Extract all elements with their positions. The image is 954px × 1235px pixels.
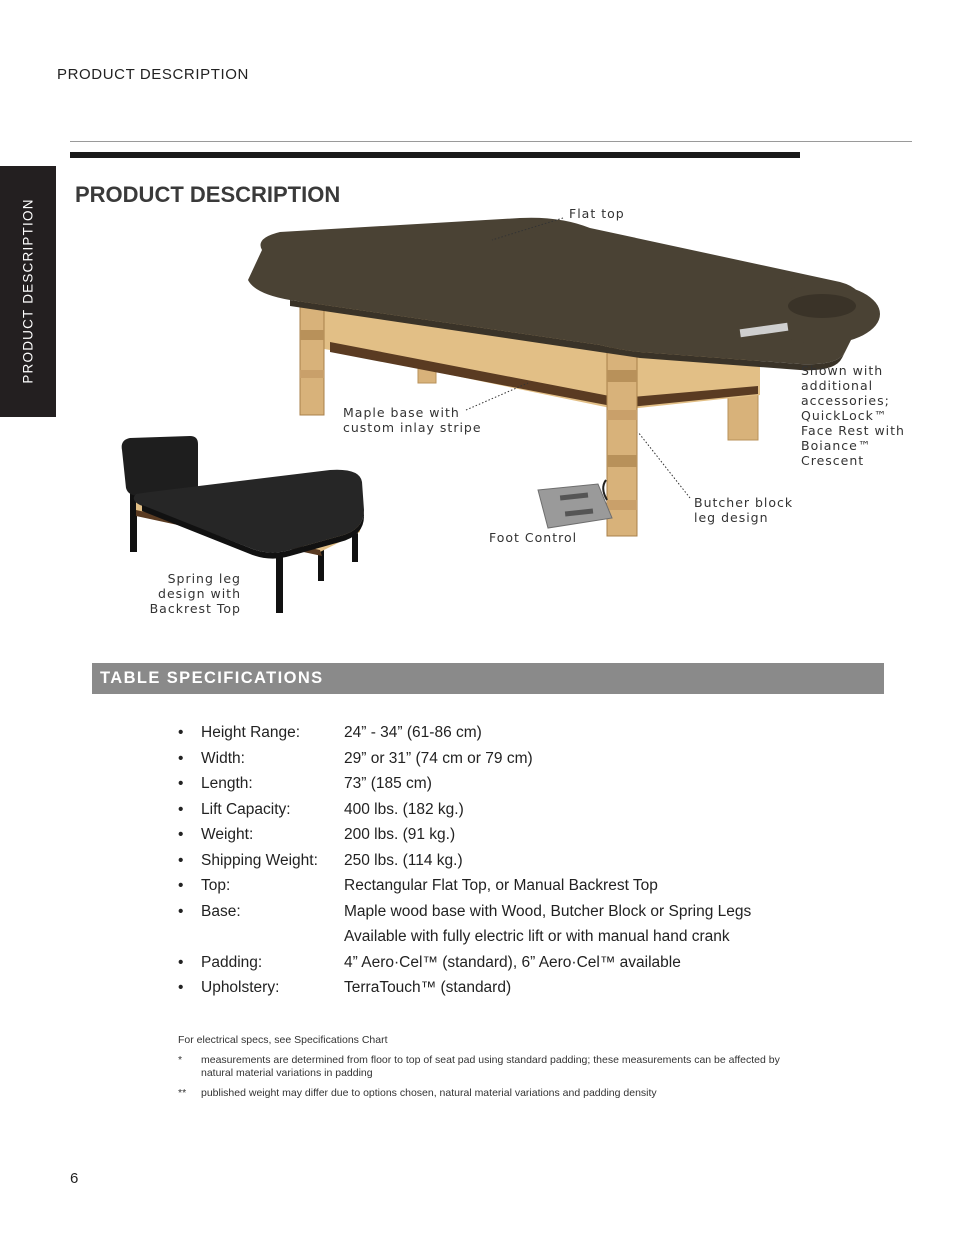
electrical-note: For electrical specs, see Specifications Chart	[178, 1034, 388, 1046]
spec-value: Rectangular Flat Top, or Manual Backrest Top	[344, 877, 658, 894]
spec-bullet: •	[178, 724, 184, 741]
spec-bullet: •	[178, 749, 184, 767]
spec-row	[178, 824, 751, 850]
running-header: PRODUCT DESCRIPTION	[57, 66, 249, 83]
spec-label: Height Range:	[201, 724, 301, 741]
spec-bullet: •	[178, 902, 184, 920]
spec-bullet: •	[178, 826, 184, 843]
spec-row	[178, 977, 751, 1003]
spec-value: 4” Aero·Cel™ (standard), 6” Aero·Cel™ available	[344, 953, 681, 971]
specifications-heading-bar	[92, 663, 884, 694]
spec-bullet: •	[178, 800, 184, 818]
spec-row	[178, 799, 751, 825]
spec-row	[178, 850, 751, 876]
spec-bullet: •	[178, 979, 184, 996]
spec-row	[178, 773, 751, 799]
spec-row	[178, 875, 751, 901]
spec-row	[178, 748, 751, 774]
footnote-text: measurements are determined from floor to top of seat pad using standard padding; these measurements can be affected by natural material variations in padding	[201, 1054, 780, 1079]
callout-spring-leg: Spring leg design with Backrest Top	[149, 571, 241, 616]
spec-label: Upholstery:	[201, 979, 280, 996]
callout-flat-top: Flat top	[569, 206, 625, 221]
spec-value: 24” - 34” (61-86 cm)	[344, 724, 482, 741]
spec-label: Base:	[201, 902, 241, 920]
spec-value: TerraTouch™ (standard)	[344, 979, 512, 996]
footnote-mark: **	[178, 1087, 187, 1099]
spec-bullet: •	[178, 851, 184, 869]
footnotes	[178, 1054, 808, 1107]
spec-label: Shipping Weight:	[201, 851, 318, 869]
spec-label: Width:	[201, 749, 245, 767]
footnote	[178, 1054, 808, 1080]
footnote-mark: *	[178, 1054, 183, 1066]
spec-label: Length:	[201, 775, 253, 792]
callout-butcher-block: Butcher block leg design	[694, 495, 794, 525]
spec-value: 73” (185 cm)	[344, 775, 432, 792]
footnote-text: published weight may differ due to options chosen, natural material variations and padding density	[201, 1087, 657, 1099]
spec-value: 400 lbs. (182 kg.)	[344, 800, 464, 818]
spec-bullet: •	[178, 953, 184, 971]
spec-value: 250 lbs. (114 kg.)	[344, 851, 463, 869]
page-title: PRODUCT DESCRIPTION	[75, 182, 341, 207]
page-number: 6	[70, 1170, 79, 1187]
spec-value: Available with fully electric lift or with manual hand crank	[344, 928, 730, 945]
spec-row	[178, 926, 751, 952]
spec-label: Lift Capacity:	[201, 800, 291, 818]
spec-value: 29” or 31” (74 cm or 79 cm)	[344, 749, 533, 767]
spec-bullet: •	[178, 877, 184, 894]
callout-maple-base: Maple base with custom inlay stripe	[343, 405, 482, 435]
specifications-heading: TABLE SPECIFICATIONS	[100, 669, 324, 687]
spec-value: Maple wood base with Wood, Butcher Block or Spring Legs	[344, 902, 752, 920]
spec-bullet: •	[178, 775, 184, 792]
callout-foot-control: Foot Control	[489, 530, 578, 545]
spec-row	[178, 952, 751, 978]
footnote	[178, 1087, 808, 1100]
side-tab-label: PRODUCT DESCRIPTION	[20, 198, 36, 384]
spec-row	[178, 722, 751, 748]
spec-bullet	[178, 926, 201, 952]
spec-label	[201, 926, 344, 952]
spec-label: Weight:	[201, 826, 254, 843]
spec-value: 200 lbs. (91 kg.)	[344, 826, 456, 843]
spec-label: Top:	[201, 877, 231, 894]
spec-row	[178, 901, 751, 927]
spec-label: Padding:	[201, 953, 263, 971]
callout-accessories: Shown with additional accessories; QuickLock™ Face Rest with Boiance™ Crescent	[801, 363, 905, 468]
specifications-list	[178, 722, 751, 1003]
